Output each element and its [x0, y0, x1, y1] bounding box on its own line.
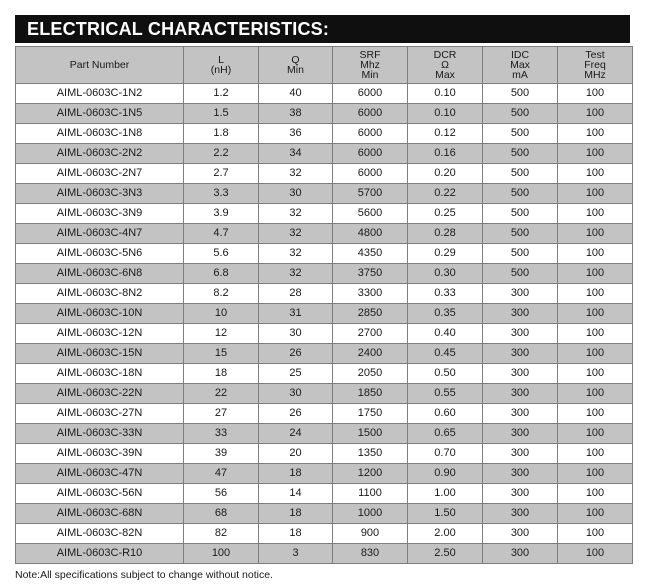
cell-inductance: 3.9 — [184, 204, 259, 224]
table-row — [16, 464, 633, 484]
cell-test-freq: 100 — [558, 284, 633, 304]
column-header-srf-min — [333, 47, 408, 84]
table-row — [16, 524, 633, 544]
cell-part-number: AIML-0603C-82N — [16, 524, 184, 544]
table-row — [16, 424, 633, 444]
cell-idc-max: 300 — [483, 444, 558, 464]
cell-dcr-max: 0.65 — [408, 424, 483, 444]
cell-part-number: AIML-0603C-22N — [16, 384, 184, 404]
cell-q-min: 28 — [259, 284, 333, 304]
cell-part-number: AIML-0603C-R10 — [16, 544, 184, 564]
cell-srf-min: 5600 — [333, 204, 408, 224]
cell-srf-min: 830 — [333, 544, 408, 564]
cell-test-freq: 100 — [558, 244, 633, 264]
cell-inductance: 1.2 — [184, 84, 259, 104]
table-row — [16, 244, 633, 264]
cell-test-freq: 100 — [558, 264, 633, 284]
table-row — [16, 184, 633, 204]
cell-srf-min: 6000 — [333, 144, 408, 164]
cell-srf-min: 2700 — [333, 324, 408, 344]
cell-srf-min: 2850 — [333, 304, 408, 324]
column-header-line: Max — [510, 59, 530, 71]
cell-q-min: 3 — [259, 544, 333, 564]
column-header-line: Min — [361, 69, 379, 81]
table-row — [16, 444, 633, 464]
cell-idc-max: 300 — [483, 544, 558, 564]
cell-dcr-max: 0.50 — [408, 364, 483, 384]
cell-part-number: AIML-0603C-68N — [16, 504, 184, 524]
column-header-line: Part Number — [69, 59, 130, 71]
cell-q-min: 18 — [259, 504, 333, 524]
cell-dcr-max: 0.33 — [408, 284, 483, 304]
section-title: ELECTRICAL CHARACTERISTICS: — [27, 19, 330, 39]
cell-q-min: 34 — [259, 144, 333, 164]
cell-srf-min: 6000 — [333, 104, 408, 124]
cell-inductance: 56 — [184, 484, 259, 504]
cell-inductance: 3.3 — [184, 184, 259, 204]
column-header-inductance — [184, 47, 259, 84]
table-row — [16, 544, 633, 564]
cell-dcr-max: 0.10 — [408, 84, 483, 104]
cell-test-freq: 100 — [558, 104, 633, 124]
column-header-line: L — [218, 54, 224, 66]
table-row — [16, 324, 633, 344]
cell-inductance: 2.2 — [184, 144, 259, 164]
table-row — [16, 404, 633, 424]
cell-srf-min: 1000 — [333, 504, 408, 524]
cell-srf-min: 5700 — [333, 184, 408, 204]
cell-srf-min: 2400 — [333, 344, 408, 364]
cell-test-freq: 100 — [558, 444, 633, 464]
cell-srf-min: 1850 — [333, 384, 408, 404]
table-row — [16, 204, 633, 224]
table-row — [16, 344, 633, 364]
cell-idc-max: 500 — [483, 184, 558, 204]
cell-inductance: 1.5 — [184, 104, 259, 124]
cell-q-min: 40 — [259, 84, 333, 104]
column-header-dcr-max — [408, 47, 483, 84]
table-header — [16, 47, 633, 84]
cell-dcr-max: 0.20 — [408, 164, 483, 184]
cell-part-number: AIML-0603C-3N9 — [16, 204, 184, 224]
electrical-characteristics-table — [15, 46, 633, 564]
column-header-line: Q — [291, 54, 300, 66]
footnote: Note:All specifications subject to change without notice. — [15, 569, 273, 581]
cell-dcr-max: 0.29 — [408, 244, 483, 264]
cell-q-min: 25 — [259, 364, 333, 384]
column-header-idc-max — [483, 47, 558, 84]
section-title-bar — [15, 15, 630, 43]
cell-srf-min: 3300 — [333, 284, 408, 304]
cell-test-freq: 100 — [558, 384, 633, 404]
cell-q-min: 32 — [259, 244, 333, 264]
table-row — [16, 484, 633, 504]
cell-dcr-max: 0.28 — [408, 224, 483, 244]
cell-srf-min: 4800 — [333, 224, 408, 244]
cell-part-number: AIML-0603C-18N — [16, 364, 184, 384]
table-row — [16, 164, 633, 184]
cell-idc-max: 300 — [483, 484, 558, 504]
cell-inductance: 22 — [184, 384, 259, 404]
cell-part-number: AIML-0603C-12N — [16, 324, 184, 344]
table-row — [16, 224, 633, 244]
cell-test-freq: 100 — [558, 164, 633, 184]
cell-srf-min: 3750 — [333, 264, 408, 284]
cell-part-number: AIML-0603C-27N — [16, 404, 184, 424]
table-row — [16, 104, 633, 124]
column-header-part-number — [16, 47, 184, 84]
cell-srf-min: 1200 — [333, 464, 408, 484]
cell-dcr-max: 0.55 — [408, 384, 483, 404]
cell-srf-min: 900 — [333, 524, 408, 544]
cell-idc-max: 500 — [483, 84, 558, 104]
cell-test-freq: 100 — [558, 204, 633, 224]
cell-idc-max: 500 — [483, 144, 558, 164]
cell-q-min: 20 — [259, 444, 333, 464]
column-header-line: Test — [585, 49, 605, 61]
cell-inductance: 5.6 — [184, 244, 259, 264]
cell-part-number: AIML-0603C-56N — [16, 484, 184, 504]
column-header-line: Mhz — [360, 59, 380, 71]
cell-idc-max: 500 — [483, 124, 558, 144]
column-header-line: SRF — [359, 49, 381, 61]
cell-q-min: 38 — [259, 104, 333, 124]
cell-dcr-max: 2.50 — [408, 544, 483, 564]
column-header-test-freq — [558, 47, 633, 84]
cell-dcr-max: 0.45 — [408, 344, 483, 364]
cell-inductance: 12 — [184, 324, 259, 344]
cell-test-freq: 100 — [558, 364, 633, 384]
table-row — [16, 264, 633, 284]
cell-q-min: 30 — [259, 324, 333, 344]
cell-inductance: 33 — [184, 424, 259, 444]
cell-inductance: 8.2 — [184, 284, 259, 304]
table-row — [16, 284, 633, 304]
cell-test-freq: 100 — [558, 324, 633, 344]
cell-srf-min: 6000 — [333, 84, 408, 104]
cell-dcr-max: 0.30 — [408, 264, 483, 284]
cell-test-freq: 100 — [558, 464, 633, 484]
cell-dcr-max: 0.10 — [408, 104, 483, 124]
cell-part-number: AIML-0603C-3N3 — [16, 184, 184, 204]
cell-srf-min: 4350 — [333, 244, 408, 264]
cell-dcr-max: 0.70 — [408, 444, 483, 464]
cell-inductance: 27 — [184, 404, 259, 424]
cell-part-number: AIML-0603C-39N — [16, 444, 184, 464]
cell-part-number: AIML-0603C-33N — [16, 424, 184, 444]
table-row — [16, 124, 633, 144]
cell-inductance: 4.7 — [184, 224, 259, 244]
cell-idc-max: 300 — [483, 344, 558, 364]
cell-inductance: 82 — [184, 524, 259, 544]
cell-test-freq: 100 — [558, 184, 633, 204]
cell-idc-max: 500 — [483, 164, 558, 184]
cell-test-freq: 100 — [558, 404, 633, 424]
cell-part-number: AIML-0603C-1N2 — [16, 84, 184, 104]
cell-inductance: 100 — [184, 544, 259, 564]
cell-idc-max: 300 — [483, 464, 558, 484]
table-row — [16, 384, 633, 404]
cell-idc-max: 300 — [483, 424, 558, 444]
cell-q-min: 14 — [259, 484, 333, 504]
cell-dcr-max: 0.90 — [408, 464, 483, 484]
cell-test-freq: 100 — [558, 144, 633, 164]
cell-q-min: 26 — [259, 404, 333, 424]
column-header-line: Max — [435, 69, 455, 81]
cell-part-number: AIML-0603C-10N — [16, 304, 184, 324]
cell-test-freq: 100 — [558, 84, 633, 104]
cell-idc-max: 300 — [483, 404, 558, 424]
table-row — [16, 504, 633, 524]
cell-srf-min: 1100 — [333, 484, 408, 504]
cell-idc-max: 500 — [483, 264, 558, 284]
cell-dcr-max: 0.12 — [408, 124, 483, 144]
column-header-line: Ω — [441, 59, 449, 71]
cell-idc-max: 300 — [483, 384, 558, 404]
header-row — [16, 47, 633, 84]
cell-test-freq: 100 — [558, 124, 633, 144]
cell-idc-max: 500 — [483, 244, 558, 264]
cell-srf-min: 1500 — [333, 424, 408, 444]
cell-test-freq: 100 — [558, 304, 633, 324]
cell-q-min: 26 — [259, 344, 333, 364]
cell-part-number: AIML-0603C-47N — [16, 464, 184, 484]
table-row — [16, 364, 633, 384]
cell-dcr-max: 0.40 — [408, 324, 483, 344]
cell-part-number: AIML-0603C-5N6 — [16, 244, 184, 264]
cell-test-freq: 100 — [558, 544, 633, 564]
cell-inductance: 1.8 — [184, 124, 259, 144]
column-header-line: IDC — [510, 49, 530, 61]
cell-q-min: 30 — [259, 184, 333, 204]
cell-test-freq: 100 — [558, 504, 633, 524]
cell-dcr-max: 1.00 — [408, 484, 483, 504]
cell-part-number: AIML-0603C-2N7 — [16, 164, 184, 184]
cell-dcr-max: 0.60 — [408, 404, 483, 424]
cell-idc-max: 500 — [483, 104, 558, 124]
cell-idc-max: 500 — [483, 204, 558, 224]
cell-test-freq: 100 — [558, 524, 633, 544]
cell-dcr-max: 0.35 — [408, 304, 483, 324]
cell-q-min: 32 — [259, 204, 333, 224]
cell-q-min: 31 — [259, 304, 333, 324]
cell-part-number: AIML-0603C-2N2 — [16, 144, 184, 164]
cell-q-min: 30 — [259, 384, 333, 404]
cell-idc-max: 500 — [483, 224, 558, 244]
cell-inductance: 2.7 — [184, 164, 259, 184]
column-header-line: Min — [287, 64, 304, 76]
cell-dcr-max: 0.22 — [408, 184, 483, 204]
column-header-line: DCR — [433, 49, 457, 61]
cell-q-min: 32 — [259, 224, 333, 244]
cell-srf-min: 6000 — [333, 124, 408, 144]
column-header-q-min — [259, 47, 333, 84]
cell-test-freq: 100 — [558, 344, 633, 364]
cell-srf-min: 1350 — [333, 444, 408, 464]
cell-part-number: AIML-0603C-1N8 — [16, 124, 184, 144]
cell-part-number: AIML-0603C-4N7 — [16, 224, 184, 244]
cell-q-min: 18 — [259, 464, 333, 484]
cell-part-number: AIML-0603C-1N5 — [16, 104, 184, 124]
cell-dcr-max: 2.00 — [408, 524, 483, 544]
table-row — [16, 304, 633, 324]
cell-idc-max: 300 — [483, 364, 558, 384]
table-row — [16, 144, 633, 164]
cell-q-min: 18 — [259, 524, 333, 544]
cell-test-freq: 100 — [558, 424, 633, 444]
cell-idc-max: 300 — [483, 284, 558, 304]
cell-part-number: AIML-0603C-15N — [16, 344, 184, 364]
cell-q-min: 32 — [259, 164, 333, 184]
table-row — [16, 84, 633, 104]
cell-inductance: 68 — [184, 504, 259, 524]
cell-inductance: 15 — [184, 344, 259, 364]
cell-inductance: 39 — [184, 444, 259, 464]
cell-q-min: 36 — [259, 124, 333, 144]
cell-part-number: AIML-0603C-6N8 — [16, 264, 184, 284]
cell-srf-min: 1750 — [333, 404, 408, 424]
cell-inductance: 6.8 — [184, 264, 259, 284]
cell-q-min: 24 — [259, 424, 333, 444]
cell-inductance: 47 — [184, 464, 259, 484]
column-header-line: mA — [512, 69, 528, 81]
cell-q-min: 32 — [259, 264, 333, 284]
cell-srf-min: 6000 — [333, 164, 408, 184]
cell-test-freq: 100 — [558, 224, 633, 244]
column-header-line: (nH) — [210, 64, 232, 76]
column-header-line: Freq — [584, 59, 606, 71]
cell-dcr-max: 1.50 — [408, 504, 483, 524]
column-header-line: MHz — [584, 69, 606, 81]
cell-part-number: AIML-0603C-8N2 — [16, 284, 184, 304]
cell-srf-min: 2050 — [333, 364, 408, 384]
cell-idc-max: 300 — [483, 504, 558, 524]
cell-inductance: 10 — [184, 304, 259, 324]
cell-idc-max: 300 — [483, 304, 558, 324]
table-body — [16, 84, 633, 564]
cell-dcr-max: 0.25 — [408, 204, 483, 224]
cell-test-freq: 100 — [558, 484, 633, 504]
cell-dcr-max: 0.16 — [408, 144, 483, 164]
cell-idc-max: 300 — [483, 524, 558, 544]
cell-idc-max: 300 — [483, 324, 558, 344]
cell-inductance: 18 — [184, 364, 259, 384]
